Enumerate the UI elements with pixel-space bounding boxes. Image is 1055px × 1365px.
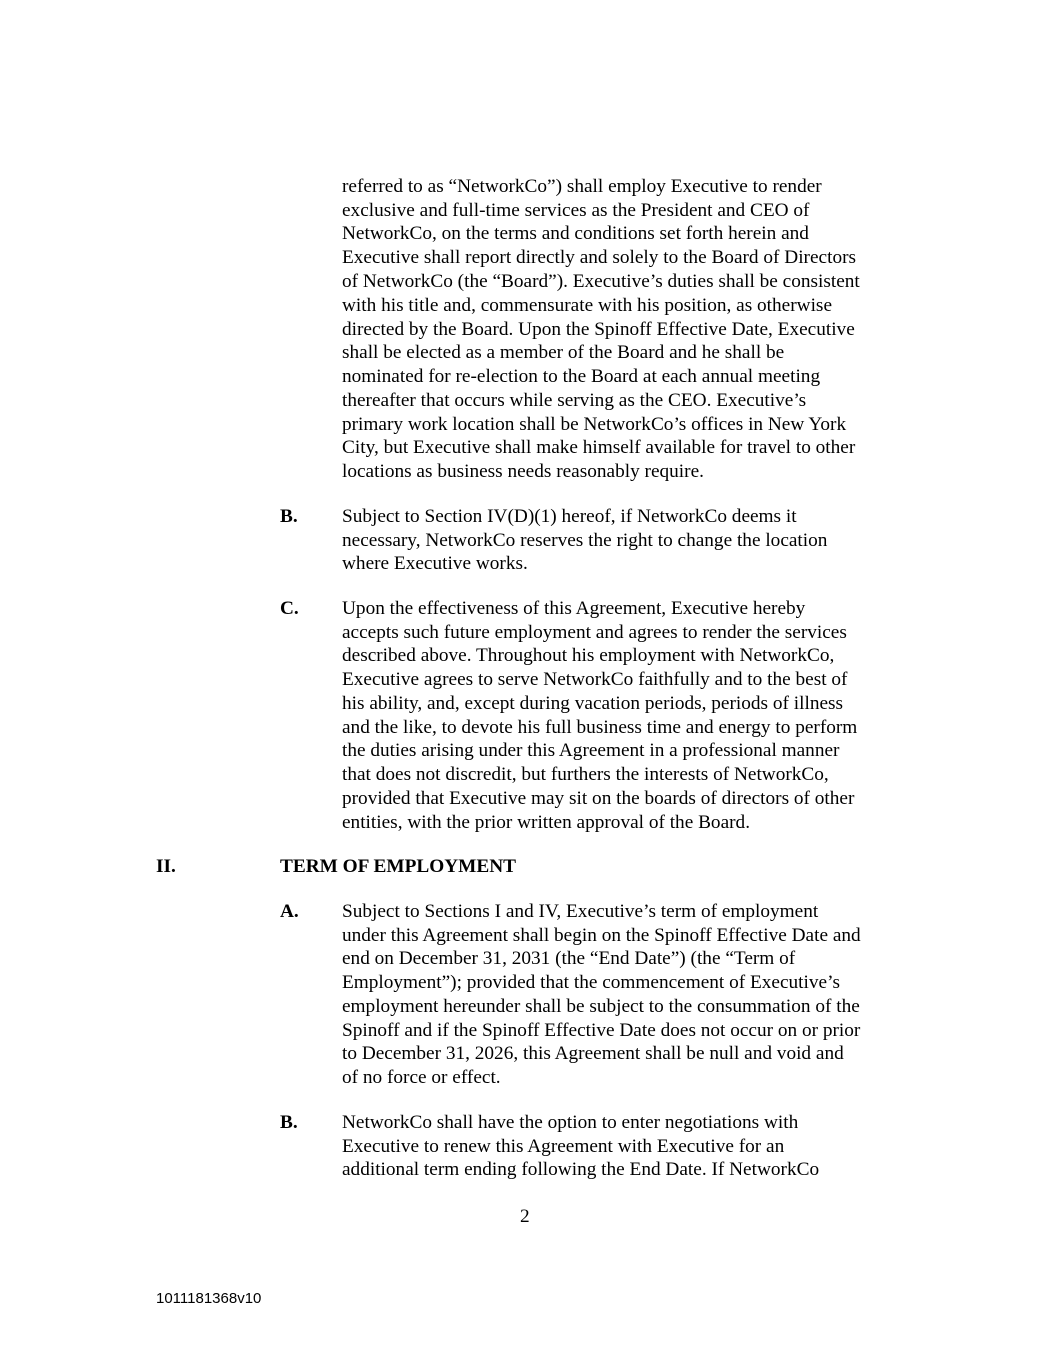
intro-line: City, but Executive shall make himself available for travel to other: [342, 437, 856, 458]
item-marker: C.: [280, 598, 299, 619]
document-id: 1011181368v10: [156, 1290, 262, 1307]
item-line: Subject to Section IV(D)(1) hereof, if NetworkCo deems it: [342, 506, 797, 527]
item-line: Spinoff and if the Spinoff Effective Date does not occur on or prior: [342, 1020, 861, 1041]
intro-line: directed by the Board. Upon the Spinoff Effective Date, Executive: [342, 319, 855, 340]
item-line: described above. Throughout his employment with NetworkCo,: [342, 645, 835, 666]
section-number: II.: [156, 856, 176, 877]
intro-line: shall be elected as a member of the Board and he shall be: [342, 342, 785, 363]
intro-line: locations as business needs reasonably require.: [342, 461, 704, 482]
item-line: Subject to Sections I and IV, Executive’s term of employment: [342, 901, 819, 922]
page-number: 2: [520, 1206, 530, 1227]
item-line: Employment”); provided that the commencement of Executive’s: [342, 972, 840, 993]
section-title: TERM OF EMPLOYMENT: [280, 856, 517, 877]
item-line: the duties arising under this Agreement in a professional manner: [342, 740, 840, 761]
item-line: and the like, to devote his full business time and energy to perform: [342, 717, 858, 738]
item-line: provided that Executive may sit on the boards of directors of other: [342, 788, 855, 809]
item-line: Upon the effectiveness of this Agreement, Executive hereby: [342, 598, 806, 619]
item-line: NetworkCo shall have the option to enter negotiations with: [342, 1112, 799, 1133]
item-marker: A.: [280, 901, 299, 922]
intro-line: nominated for re-election to the Board at each annual meeting: [342, 366, 821, 387]
item-line: Executive agrees to serve NetworkCo faithfully and to the best of: [342, 669, 848, 690]
item-line: accepts such future employment and agrees to render the services: [342, 622, 847, 643]
item-line: that does not discredit, but furthers the interests of NetworkCo,: [342, 764, 829, 785]
item-marker: B.: [280, 506, 298, 527]
item-line: entities, with the prior written approval of the Board.: [342, 812, 751, 833]
intro-line: exclusive and full-time services as the President and CEO of: [342, 200, 810, 221]
intro-line: primary work location shall be NetworkCo’s offices in New York: [342, 414, 847, 435]
intro-line: referred to as “NetworkCo”) shall employ Executive to render: [342, 176, 822, 197]
item-line: where Executive works.: [342, 553, 528, 574]
item-line: his ability, and, except during vacation periods, periods of illness: [342, 693, 844, 714]
intro-line: Executive shall report directly and solely to the Board of Directors: [342, 247, 857, 268]
item-line: necessary, NetworkCo reserves the right to change the location: [342, 530, 828, 551]
item-line: Executive to renew this Agreement with Executive for an: [342, 1136, 785, 1157]
intro-line: NetworkCo, on the terms and conditions set forth herein and: [342, 223, 809, 244]
item-line: end on December 31, 2031 (the “End Date”) (the “Term of: [342, 948, 796, 969]
intro-line: with his title and, commensurate with his position, as otherwise: [342, 295, 832, 316]
item-line: under this Agreement shall begin on the Spinoff Effective Date and: [342, 925, 861, 946]
item-line: employment hereunder shall be subject to the consummation of the: [342, 996, 860, 1017]
item-marker: B.: [280, 1112, 298, 1133]
intro-line: thereafter that occurs while serving as the CEO. Executive’s: [342, 390, 807, 411]
item-line: to December 31, 2026, this Agreement shall be null and void and: [342, 1043, 844, 1064]
item-line: of no force or effect.: [342, 1067, 501, 1088]
intro-line: of NetworkCo (the “Board”). Executive’s duties shall be consistent: [342, 271, 860, 292]
item-line: additional term ending following the End Date. If NetworkCo: [342, 1159, 820, 1180]
